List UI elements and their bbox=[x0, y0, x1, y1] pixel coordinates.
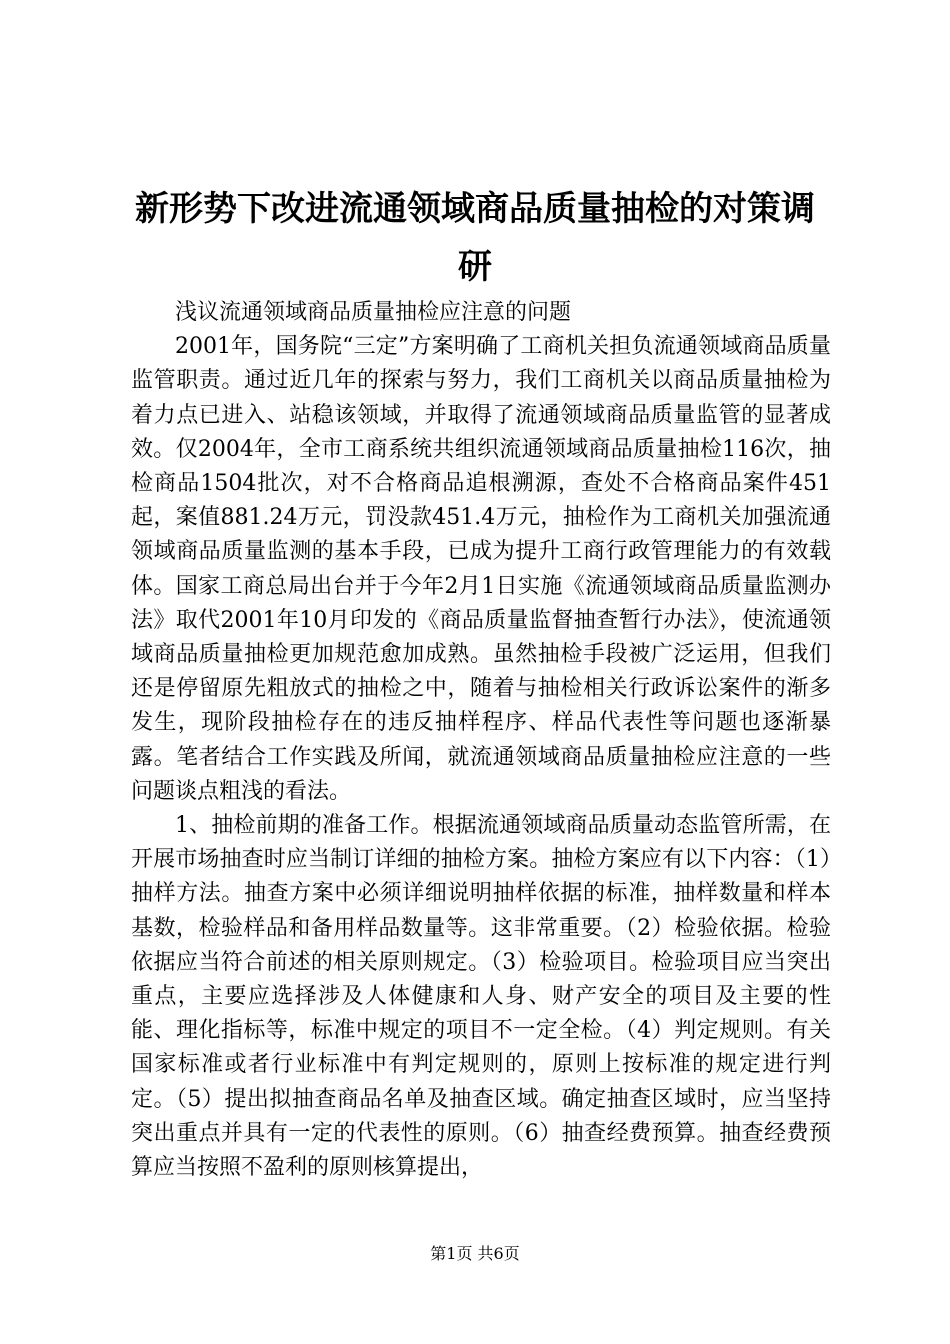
document-body bbox=[131, 296, 831, 1185]
page-footer: 第1页 共6页 bbox=[430, 1244, 520, 1263]
body-paragraph: 2001年，国务院“三定”方案明确了工商机关担负流通领域商品质量监管职责。通过近几年的探索与努力，我们工商机关以商品质量抽检为着力点已进入、站稳该领域，并取得了流通领域商品质量监管的显著成效。仅2004年，全市工商系统共组织流通领域商品质量抽检116次，抽检商品1504批次，对不合格商品追根溯源，查处不合格商品案件451起，案值881.24万元，罚没款451.4万元，抽检作为工商机关加强流通领域商品质量监测的基本手段，已成为提升工商行政管理能力的有效载体。国家工商总局出台并于今年2月1日实施《流通领域商品质量监测办法》取代2001年10月印发的《商品质量监督抽查暂行办法》，使流通领域商品质量抽检更加规范愈加成熟。虽然抽检手段被广泛运用，但我们还是停留原先粗放式的抽检之中，随着与抽检相关行政诉讼案件的渐多发生，现阶段抽检存在的违反抽样程序、样品代表性等问题也逐渐暴露。笔者结合工作实践及所闻，就流通领域商品质量抽检应注意的一些问题谈点粗浅的看法。 bbox=[131, 334, 831, 804]
body-paragraph: 1、抽检前期的准备工作。根据流通领域商品质量动态监管所需，在开展市场抽查时应当制订详细的抽检方案。抽检方案应有以下内容：（1）抽样方法。抽查方案中必须详细说明抽样依据的标准，抽样数量和样本基数，检验样品和备用样品数量等。这非常重要。（2）检验依据。检验依据应当符合前述的相关原则规定。（3）检验项目。检验项目应当突出重点，主要应选择涉及人体健康和人身、财产安全的项目及主要的性能、理化指标等，标准中规定的项目不一定全检。（4）判定规则。有关国家标准或者行业标准中有判定规则的，原则上按标准的规定进行判定。（5）提出拟抽查商品名单及抽查区域。确定抽查区域时，应当坚持突出重点并具有一定的代表性的原则。（6）抽查经费预算。抽查经费预算应当按照不盈利的原则核算提出， bbox=[131, 813, 831, 1181]
document-title: 新形势下改进流通领域商品质量抽检的对策调研 bbox=[135, 189, 815, 287]
document-subtitle: 浅议流通领域商品质量抽检应注意的问题 bbox=[175, 300, 572, 325]
